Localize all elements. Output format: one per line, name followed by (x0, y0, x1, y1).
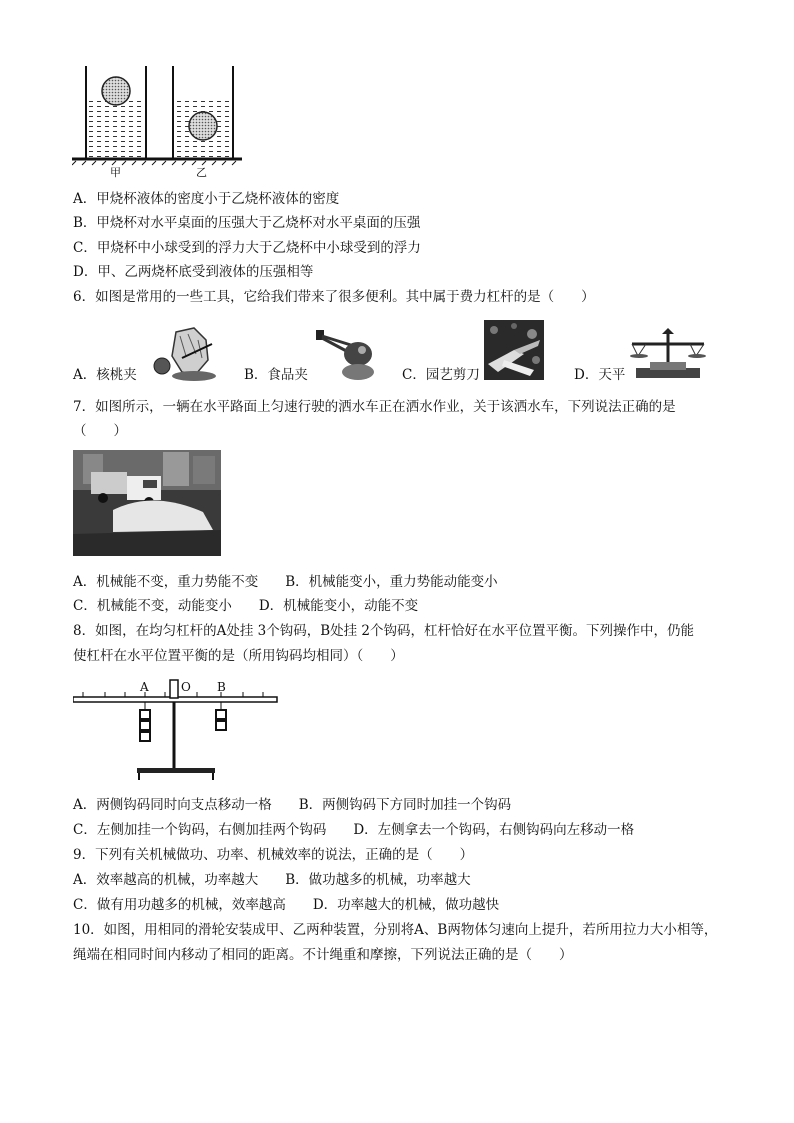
lever-figure (73, 676, 281, 782)
balance-scale-image (628, 326, 708, 382)
q8-options-line-2: C．左侧加挂一个钩码，右侧加挂两个钩码 D．左侧拿去一个钩码，右侧钩码向左移动一格 (73, 822, 635, 838)
sprinkler-truck-image (73, 450, 221, 556)
q9-options-line-1: A．效率越高的机械，功率越大 B．做功越多的机械，功率越大 (73, 872, 471, 888)
q5-option-b: B．甲烧杯对水平桌面的压强大于乙烧杯对水平桌面的压强 (73, 215, 421, 231)
lever-label-a: A (140, 680, 149, 694)
garden-shears-image (484, 320, 544, 380)
q5-option-c: C．甲烧杯中小球受到的浮力大于乙烧杯中小球受到的浮力 (73, 240, 421, 256)
q8-stem-line-1: 8．如图，在均匀杠杆的A处挂 3个钩码，B处挂 2个钩码，杠杆恰好在水平位置平衡。下列操作中，仍能 (73, 623, 695, 639)
q10-stem-line-2: 绳端在相同时间内移动了相同的距离。不计绳重和摩擦，下列说法正确的是（ ） (73, 947, 573, 963)
q6-option-c: C．园艺剪刀 (402, 367, 480, 383)
q7-options-line-2: C．机械能不变，动能变小 D．机械能变小，动能不变 (73, 598, 419, 614)
q6-stem: 6．如图是常用的一些工具，它给我们带来了很多便利。其中属于费力杠杆的是（ ） (73, 289, 595, 305)
q5-option-d: D．甲、乙两烧杯底受到液体的压强相等 (73, 264, 314, 280)
q6-option-d: D．天平 (574, 367, 626, 383)
q7-options-line-1: A．机械能不变，重力势能不变 B．机械能变小，重力势能动能变小 (73, 574, 498, 590)
q7-stem-line-2: （ ） (73, 423, 127, 439)
q5-option-a: A．甲烧杯液体的密度小于乙烧杯液体的密度 (73, 191, 340, 207)
q7-stem-line-1: 7．如图所示，一辆在水平路面上匀速行驶的洒水车正在洒水作业，关于该洒水车，下列说法正确的是 (73, 399, 676, 415)
q10-stem-line-1: 10．如图，用相同的滑轮安装成甲、乙两种装置，分别将A、B两物体匀速向上提升，若所用拉力大小相等， (73, 922, 718, 938)
lever-label-b: B (217, 680, 226, 694)
food-tongs-image (314, 326, 376, 382)
beaker-label-jia: 甲 (110, 166, 121, 179)
q9-stem: 9．下列有关机械做功、功率、机械效率的说法，正确的是（ ） (73, 847, 474, 863)
lever-label-o: O (181, 680, 191, 694)
q8-stem-line-2: 使杠杆在水平位置平衡的是（所用钩码均相同）（ ） (73, 648, 404, 664)
q9-options-line-2: C．做有用功越多的机械，效率越高 D．功率越大的机械，做功越快 (73, 897, 500, 913)
beaker-label-yi: 乙 (196, 166, 207, 179)
beakers-figure (72, 64, 242, 182)
walnut-cracker-image (146, 326, 220, 382)
q8-options-line-1: A．两侧钩码同时向支点移动一格 B．两侧钩码下方同时加挂一个钩码 (73, 797, 512, 813)
q6-option-a: A．核桃夹 (73, 367, 137, 383)
q6-option-b: B．食品夹 (244, 367, 308, 383)
